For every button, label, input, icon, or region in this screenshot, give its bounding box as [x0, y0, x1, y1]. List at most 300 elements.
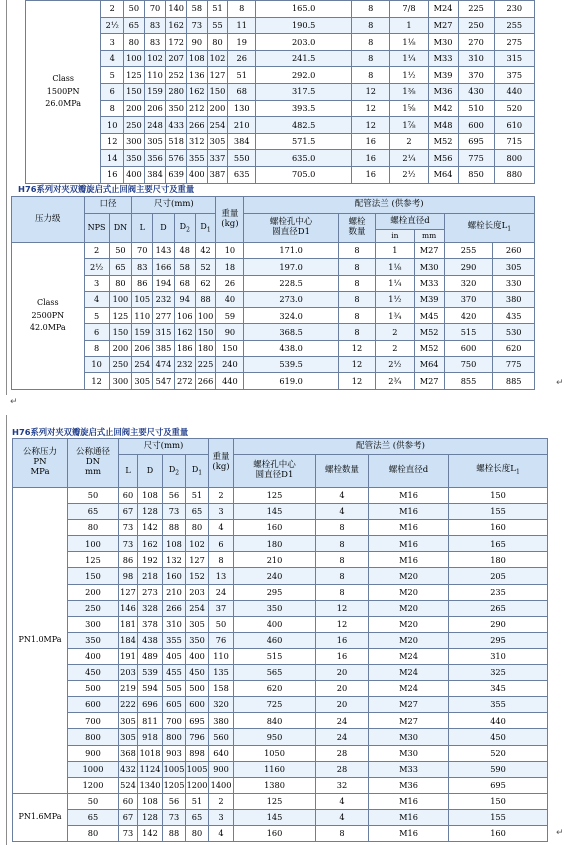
table-cell: 518	[166, 133, 187, 150]
table-cell: 73	[163, 809, 186, 825]
table-cell: 51	[186, 488, 209, 504]
table-cell: 433	[166, 117, 187, 134]
table-cell: 350	[68, 632, 119, 648]
table-cell: 219	[119, 681, 138, 697]
table-cell: 8	[316, 584, 369, 600]
table-cell: 140	[166, 1, 187, 18]
table-cell: 127	[119, 584, 138, 600]
table-cell: 368.5	[244, 324, 338, 340]
table-cell: 800	[68, 729, 119, 745]
table-cell: 1000	[68, 761, 119, 777]
table-cell: 100	[109, 291, 132, 307]
table-cell: 619.0	[244, 373, 338, 389]
table-cell: 8	[338, 291, 375, 307]
table-cell: 265	[449, 600, 548, 616]
table-cell: 1340	[138, 777, 163, 793]
table-cell: 132	[163, 552, 186, 568]
table-cell: 350	[186, 632, 209, 648]
table-cell: 165.0	[256, 1, 352, 18]
table-cell: 3	[101, 34, 124, 51]
table-cell: M24	[428, 1, 458, 18]
table-cell: 80	[68, 520, 119, 536]
table-cell: 20	[316, 681, 369, 697]
table-cell: 725	[234, 697, 316, 713]
table-row	[12, 357, 535, 373]
table-cell: 20	[316, 665, 369, 681]
table-cell: 524	[119, 777, 138, 793]
table-cell: 203.0	[256, 34, 352, 51]
table-cell: 55	[207, 17, 228, 34]
table-cell: 450	[186, 665, 209, 681]
table-cell: 8	[338, 275, 375, 291]
table-cell: 266	[195, 373, 216, 389]
table-cell: 225	[458, 1, 494, 18]
table-cell: 207	[166, 50, 187, 67]
table-row	[13, 600, 548, 616]
table-cell: 90	[187, 34, 208, 51]
table-cell: 1¼	[376, 275, 414, 291]
table-cell: 505	[163, 681, 186, 697]
table-row	[26, 1, 535, 18]
table-cell: 190.5	[256, 17, 352, 34]
header-bolt-dia: 螺栓直径d	[376, 214, 444, 230]
table-cell: 8	[316, 520, 369, 536]
table-cell: 620	[234, 681, 316, 697]
table-cell: M42	[428, 100, 458, 117]
table-cell: 16	[352, 166, 390, 183]
table-cell: 328	[138, 600, 163, 616]
table-cell: 350	[234, 600, 316, 616]
table-cell: 248	[144, 117, 166, 134]
table-cell: 635.0	[256, 150, 352, 167]
table-pn-series	[12, 438, 548, 842]
table-cell: 16	[316, 632, 369, 648]
header-d2: $D_2$	[174, 214, 195, 243]
table-cell: 8	[228, 1, 256, 18]
table-cell: M16	[369, 809, 449, 825]
table-cell: 1050	[234, 745, 316, 761]
table-cell: 2	[209, 488, 234, 504]
table-cell: 37	[209, 600, 234, 616]
table-cell: 155	[449, 809, 548, 825]
table-cell: 510	[458, 100, 494, 117]
table-cell: M20	[369, 584, 449, 600]
table-cell: 8	[352, 17, 390, 34]
table-cell: 705.0	[256, 166, 352, 183]
table-cell: M20	[369, 632, 449, 648]
table-cell: 73	[119, 825, 138, 841]
table-cell: 180	[234, 536, 316, 552]
table-cell: 52	[195, 259, 216, 275]
table-cell: 400	[186, 648, 209, 664]
table-cell: 73	[119, 536, 138, 552]
table-cell: M30	[369, 745, 449, 761]
table-cell: 192	[138, 552, 163, 568]
table-cell: 950	[234, 729, 316, 745]
table-cell: 560	[209, 729, 234, 745]
table-cell: 1018	[138, 745, 163, 761]
table-cell: 108	[138, 488, 163, 504]
table-cell: 1⅛	[376, 259, 414, 275]
table-cell: 150	[449, 488, 548, 504]
table-cell: M16	[369, 825, 449, 841]
table-cell: 235	[449, 584, 548, 600]
table-cell: 98	[119, 568, 138, 584]
table-cell: 130	[228, 100, 256, 117]
table-cell: 380	[209, 713, 234, 729]
pressure-group-label: PN1.6MPa	[13, 793, 68, 841]
table-row	[13, 713, 548, 729]
table-cell: 105	[132, 291, 153, 307]
table-cell: 482.5	[256, 117, 352, 134]
table-cell: 83	[144, 17, 166, 34]
table-row	[26, 150, 535, 167]
table-cell: 500	[68, 681, 119, 697]
header-bolt-length: 螺栓长度$L_1$	[444, 214, 534, 243]
table-cell: 4	[316, 809, 369, 825]
table-cell: 885	[493, 373, 535, 389]
table-cell: 51	[207, 1, 228, 18]
table-cell: 50	[68, 793, 119, 809]
table-cell: 42	[195, 243, 216, 259]
table-cell: 438	[138, 632, 163, 648]
table-cell: 2½	[376, 357, 414, 373]
table-cell: 180	[449, 552, 548, 568]
table-cell: 305	[493, 259, 535, 275]
table-cell: M27	[369, 697, 449, 713]
table-cell: 60	[119, 793, 138, 809]
table-cell: 1¾	[376, 308, 414, 324]
table-cell: 68	[228, 83, 256, 100]
table-cell: M24	[369, 665, 449, 681]
table-cell: 5	[84, 308, 109, 324]
table-cell: 330	[493, 275, 535, 291]
table-cell: 232	[174, 357, 195, 373]
table-cell: 266	[163, 600, 186, 616]
table-cell: 128	[138, 504, 163, 520]
table-cell: 715	[494, 133, 534, 150]
table-cell: 62	[195, 275, 216, 291]
table-cell: 250	[124, 117, 145, 134]
table-cell: 576	[166, 150, 187, 167]
table-cell: 142	[138, 825, 163, 841]
table-class-1500	[25, 0, 535, 184]
header-l: L	[132, 214, 153, 243]
table-cell: M52	[414, 340, 444, 356]
table-row	[13, 568, 548, 584]
table-cell: 800	[163, 729, 186, 745]
table-cell: 16	[101, 166, 124, 183]
table-row	[26, 17, 535, 34]
table-cell: 50	[109, 243, 132, 259]
table-cell: 16	[316, 648, 369, 664]
table-cell: M52	[428, 133, 458, 150]
table-cell: 230	[494, 1, 534, 18]
table-cell: 102	[186, 536, 209, 552]
table-cell: 12	[352, 117, 390, 134]
table-cell: 8	[338, 308, 375, 324]
table-cell: 385	[153, 340, 175, 356]
table-cell: 65	[186, 504, 209, 520]
table-cell: 400	[187, 166, 208, 183]
table-cell: M24	[369, 681, 449, 697]
table-cell: 300	[109, 373, 132, 389]
pressure-group-label: PN1.0MPa	[13, 488, 68, 794]
header-in: in	[376, 230, 414, 243]
table-cell: 547	[153, 373, 175, 389]
table-cell: 32	[316, 777, 369, 793]
table-cell: 796	[186, 729, 209, 745]
table-cell: 903	[163, 745, 186, 761]
table-row	[13, 504, 548, 520]
table-cell: 325	[449, 665, 548, 681]
table-cell: 40	[216, 291, 244, 307]
table-cell: 8	[101, 100, 124, 117]
table-cell: M16	[369, 793, 449, 809]
table-cell: 310	[458, 50, 494, 67]
table-cell: 775	[458, 150, 494, 167]
table-cell: 420	[444, 308, 493, 324]
table-row	[12, 243, 535, 259]
table-cell: M64	[414, 357, 444, 373]
table-cell: 2½	[84, 259, 109, 275]
table-cell: 8	[352, 34, 390, 51]
table-cell: 515	[444, 324, 493, 340]
table-cell: 65	[186, 809, 209, 825]
table-cell: 146	[119, 600, 138, 616]
header-d1: $D_1$	[195, 214, 216, 243]
table-cell: 110	[132, 308, 153, 324]
table-cell: 3	[209, 809, 234, 825]
table-row	[12, 275, 535, 291]
table-cell: 127	[186, 552, 209, 568]
table-cell: 850	[458, 166, 494, 183]
table3-title: H76系列对夹双瓣旋启式止回阀主要尺寸及重量	[12, 427, 189, 437]
table-cell: 10	[216, 243, 244, 259]
table-cell: 400	[234, 616, 316, 632]
table-cell: 70	[132, 243, 153, 259]
table-cell: M30	[369, 729, 449, 745]
table-cell: 73	[119, 520, 138, 536]
table-cell: 240	[216, 357, 244, 373]
table-cell: 7/8	[390, 1, 428, 18]
table-cell: 8	[338, 259, 375, 275]
table-row	[12, 259, 535, 275]
table-cell: 8	[352, 1, 390, 18]
table-cell: 110	[144, 67, 166, 84]
table-cell: 500	[186, 681, 209, 697]
table-cell: 438.0	[244, 340, 338, 356]
table-cell: 405	[163, 648, 186, 664]
table-cell: 58	[174, 259, 195, 275]
table-cell: 232	[153, 291, 175, 307]
table-cell: 530	[493, 324, 535, 340]
table-cell: 6	[84, 324, 109, 340]
table-cell: 145	[234, 504, 316, 520]
header-flange: 配管法兰 (供参考)	[244, 197, 535, 214]
table-cell: 145	[234, 809, 316, 825]
table-cell: 384	[144, 166, 166, 183]
table-cell: 368	[119, 745, 138, 761]
table-cell: 775	[493, 357, 535, 373]
table-cell: 1½	[376, 291, 414, 307]
table-cell: 880	[494, 166, 534, 183]
table-cell: 24	[209, 584, 234, 600]
table-cell: 355	[187, 150, 208, 167]
table-cell: 56	[163, 793, 186, 809]
table-cell: 12	[338, 357, 375, 373]
table-cell: 56	[163, 488, 186, 504]
table-cell: 1200	[68, 777, 119, 793]
table-cell: 2	[390, 133, 428, 150]
header-mm: mm	[414, 230, 444, 243]
table-cell: 210	[163, 584, 186, 600]
table-cell: 19	[228, 34, 256, 51]
table-row	[26, 50, 535, 67]
table-cell: 1⅞	[390, 117, 428, 134]
table-cell: 320	[209, 697, 234, 713]
table-cell: 272	[174, 373, 195, 389]
table-cell: 515	[234, 648, 316, 664]
table-cell: 108	[138, 793, 163, 809]
table-cell: 108	[163, 536, 186, 552]
table-cell: 315	[494, 50, 534, 67]
table-row	[13, 729, 548, 745]
table-cell: 387	[207, 166, 228, 183]
table-cell: 88	[163, 825, 186, 841]
table-cell: M16	[369, 536, 449, 552]
table-cell: 317.5	[256, 83, 352, 100]
table-cell: 165	[449, 536, 548, 552]
table-cell: 8	[338, 324, 375, 340]
table-cell: 3	[209, 504, 234, 520]
table-cell: 255	[444, 243, 493, 259]
table-cell: 1200	[186, 777, 209, 793]
table-cell: 150	[124, 83, 145, 100]
table-cell: 50	[68, 488, 119, 504]
table-cell: 48	[174, 243, 195, 259]
table-cell: M27	[414, 243, 444, 259]
table-cell: 65	[68, 809, 119, 825]
table-cell: 350	[166, 100, 187, 117]
table-cell: 305	[186, 616, 209, 632]
header-l: L	[119, 455, 138, 488]
table-cell: 80	[186, 825, 209, 841]
table-cell: 10	[84, 357, 109, 373]
table-cell: 2	[209, 793, 234, 809]
table-cell: 1	[390, 17, 428, 34]
table-cell: 310	[163, 616, 186, 632]
class-label: Class 1500PN 26.0MPa	[26, 1, 101, 184]
table-cell: 8	[316, 568, 369, 584]
table-row	[13, 584, 548, 600]
table-cell: 8	[84, 340, 109, 356]
table-cell: 6	[101, 83, 124, 100]
table-cell: 312	[187, 133, 208, 150]
table-cell: 200	[124, 100, 145, 117]
table-cell: 222	[119, 697, 138, 713]
table-cell: M20	[369, 568, 449, 584]
table-cell: 1160	[234, 761, 316, 777]
table-cell: 4	[316, 793, 369, 809]
table-cell: 150	[195, 324, 216, 340]
table-cell: 305	[207, 133, 228, 150]
table-cell: 450	[449, 729, 548, 745]
table-cell: 305	[144, 133, 166, 150]
table-cell: 400	[68, 648, 119, 664]
table-cell: 2½	[101, 17, 124, 34]
table-row	[13, 648, 548, 664]
table-cell: 460	[234, 632, 316, 648]
table-cell: 172	[166, 34, 187, 51]
table-cell: 88	[163, 520, 186, 536]
table-cell: 4	[209, 520, 234, 536]
table-cell: 65	[68, 504, 119, 520]
table-cell: 67	[119, 809, 138, 825]
table-cell: 180	[195, 340, 216, 356]
table-cell: 900	[68, 745, 119, 761]
table-cell: 900	[209, 761, 234, 777]
table-cell: M39	[414, 291, 444, 307]
table-cell: M48	[428, 117, 458, 134]
table-cell: 102	[207, 50, 228, 67]
table-cell: 162	[187, 83, 208, 100]
table-cell: M56	[428, 150, 458, 167]
table-row	[12, 324, 535, 340]
table-cell: 254	[186, 600, 209, 616]
table-cell: 270	[458, 34, 494, 51]
table-cell: 290	[449, 616, 548, 632]
table-cell: 1205	[163, 777, 186, 793]
table-cell: 565	[234, 665, 316, 681]
table-row	[26, 67, 535, 84]
table-cell: M33	[369, 761, 449, 777]
table-cell: 160	[449, 825, 548, 841]
table-cell: 59	[216, 308, 244, 324]
header-bore: 口径	[84, 197, 132, 214]
table-cell: 292.0	[256, 67, 352, 84]
table-cell: M36	[369, 777, 449, 793]
header-nominal-dn: 公称通径 DN mm	[68, 439, 119, 488]
header-weight: 重量 (kg)	[216, 197, 244, 243]
table-cell: 203	[186, 584, 209, 600]
table-cell: 28	[316, 745, 369, 761]
table-cell: 393.5	[256, 100, 352, 117]
table-cell: 1400	[209, 777, 234, 793]
table-cell: 106	[174, 308, 195, 324]
table-cell: 13	[209, 568, 234, 584]
table-cell: 539.5	[244, 357, 338, 373]
table-cell: 1380	[234, 777, 316, 793]
table-cell: 80	[68, 825, 119, 841]
table-row	[13, 520, 548, 536]
table-cell: 295	[449, 632, 548, 648]
table-row	[26, 83, 535, 100]
table-cell: M33	[428, 50, 458, 67]
table-cell: 440	[449, 713, 548, 729]
header-bolt-length: 螺栓长度$L_1$	[449, 455, 548, 488]
table-cell: 355	[449, 697, 548, 713]
header-bolt-dia: 螺栓直径d	[369, 455, 449, 488]
table-row	[13, 793, 548, 809]
header-bolt-circle: 螺栓孔中心 圆直径D1	[244, 214, 338, 243]
table-cell: 455	[163, 665, 186, 681]
table-cell: 197.0	[244, 259, 338, 275]
table-cell: 26	[228, 50, 256, 67]
table-cell: 68	[174, 275, 195, 291]
table-cell: 918	[138, 729, 163, 745]
header-d: D	[153, 214, 175, 243]
